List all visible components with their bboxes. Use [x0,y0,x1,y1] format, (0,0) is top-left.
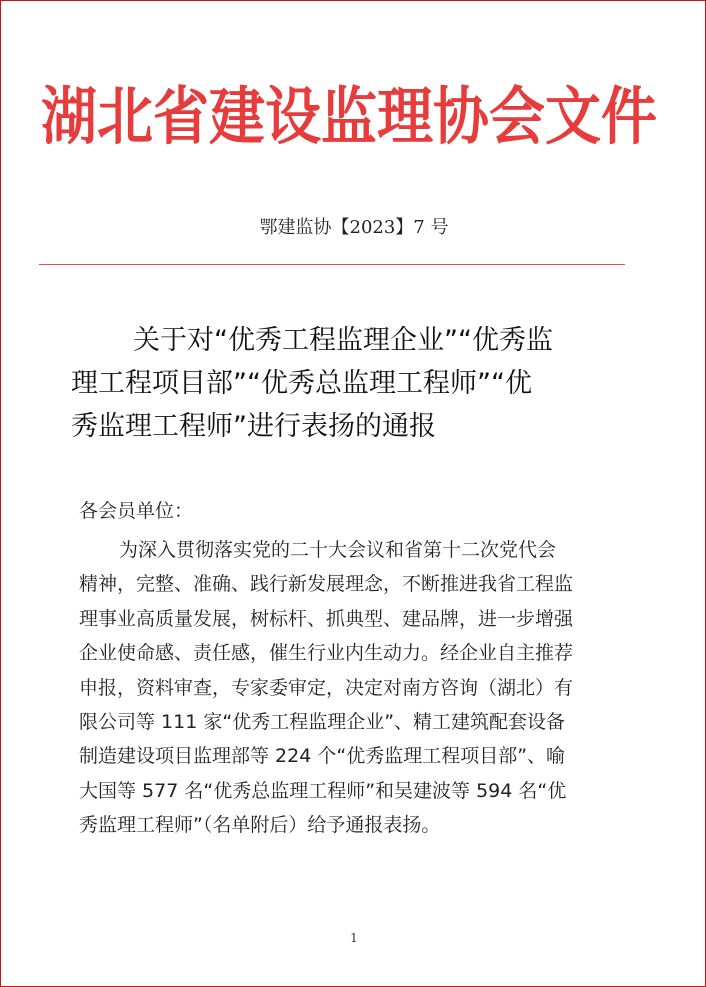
body-line: 限公司等 111 家“优秀工程监理企业”、精工建筑配套设备 [79,711,566,734]
body-paragraph [79,533,639,843]
notice-title-line: 关于对“优秀工程监理企业”“优秀监 [133,325,553,356]
header-title: 湖北省建设监理协会文件 [41,80,657,154]
notice-title-line: 理工程项目部”“优秀总监理工程师”“优 [71,368,532,399]
document-number: 鄂建监协【2023】7 号 [259,217,449,238]
red-divider-line [39,264,625,265]
body-line: 秀监理工程师”（名单附后）给予通报表扬。 [79,814,441,837]
notice-title-line: 秀监理工程师”进行表扬的通报 [71,411,436,442]
body-line: 制造建设项目监理部等 224 个“优秀监理工程项目部”、喻 [79,745,566,768]
body-line: 申报，资料审查，专家委审定，决定对南方咨询（湖北）有 [79,676,574,699]
body-line: 理事业高质量发展，树标杆、抓典型、建品牌，进一步增强 [79,607,574,630]
page-number: 1 [350,931,358,945]
body-line: 为深入贯彻落实党的二十大会议和省第十二次党代会 [119,539,557,561]
body-line: 企业使命感、责任感，催生行业内生动力。经企业自主推荐 [79,642,574,665]
body-line: 精神，完整、准确、践行新发展理念，不断推进我省工程监 [79,573,574,596]
notice-title [71,319,637,448]
salutation: 各会员单位： [79,500,194,522]
body-line: 大国等 577 名“优秀总监理工程师”和吴建波等 594 名“优 [79,779,567,802]
